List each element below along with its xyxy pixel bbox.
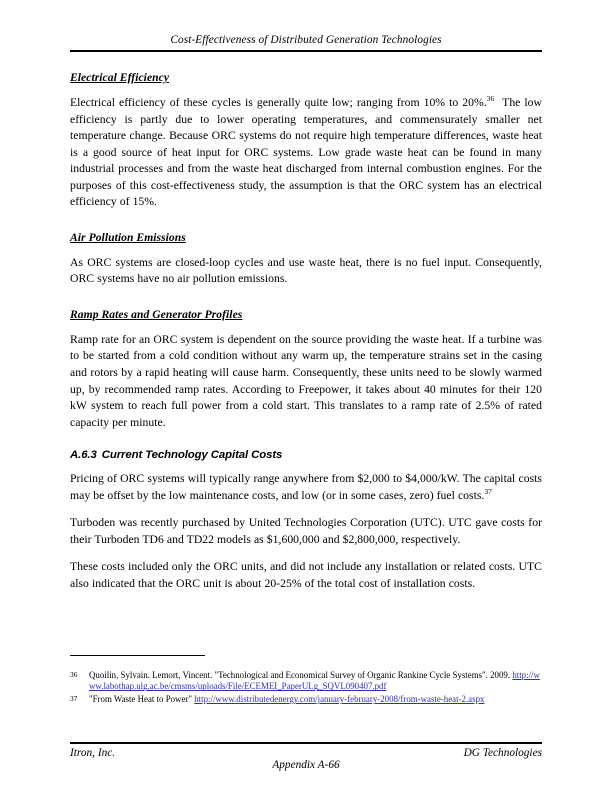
heading-text: Air Pollution Emissions xyxy=(70,230,186,244)
footnote-marker: 37 xyxy=(70,694,78,704)
paragraph-air-pollution: As ORC systems are closed-loop cycles and use waste heat, there is no fuel input. Consequently, ORC systems have no air pollution emissions. xyxy=(70,255,542,286)
header-title: Cost-Effectiveness of Distributed Generation Technologies xyxy=(170,34,442,46)
footnote-text: "From Waste Heat to Power" xyxy=(89,694,195,705)
paragraph-text: Pricing of ORC systems will typically range anywhere from $2,000 to $4,000/kW. The capital costs may be offset by the low maintenance costs, and low (or in some cases, zero) fuel costs. xyxy=(70,472,542,502)
footnote-link[interactable]: http://www.distributedenergy.com/january-february-2008/from-waste-heat-2.aspx xyxy=(194,694,485,705)
footer-center-text: Appendix A-66 xyxy=(272,759,340,771)
section-heading-electrical-efficiency xyxy=(70,68,542,86)
header-divider xyxy=(70,50,542,52)
paragraph-capital-costs-2: Turboden was recently purchased by United Technologies Corporation (UTC). UTC gave costs for their Turboden TD6 and TD22 models as $1,600,000 and $2,800,000, respectively. xyxy=(70,516,542,546)
footer-divider xyxy=(70,742,542,744)
page-header xyxy=(70,33,542,52)
heading-number: A.6.3 xyxy=(70,449,97,462)
footer-right-text: DG Technologies xyxy=(463,747,542,759)
page-footer xyxy=(70,742,542,771)
footnote-item xyxy=(70,694,542,705)
paragraph-text-part2: The low efficiency is partly due to lower operating temperatures, and commensurately smaller net temperature change. Because ORC systems do not require high temperature differences, waste heat is a good source of heat input for ORC systems. Low grade waste heat can be found in many industrial processes and from the waste heat discharged from internal combustion engines. For the purposes of this cost-effectiveness study, the assumption is that the ORC system has an electrical efficiency of 15%. xyxy=(70,96,542,209)
footnotes-area xyxy=(70,655,542,707)
section-heading-air-pollution-emissions xyxy=(70,228,542,246)
paragraph-capital-costs-3: These costs included only the ORC units, and did not include any installation or related costs. UTC also indicated that the ORC unit is about 20-25% of the total cost of installation costs. xyxy=(70,560,542,590)
footnote-separator xyxy=(70,655,205,656)
paragraph-electrical-efficiency xyxy=(70,95,542,211)
heading-text: Ramp Rates and Generator Profiles xyxy=(70,307,243,321)
footnote-reference-36[interactable]: 36 xyxy=(486,94,495,104)
section-heading-ramp-rates xyxy=(70,305,542,323)
heading-text: Electrical Efficiency xyxy=(70,71,170,84)
footnote-marker: 36 xyxy=(70,670,78,679)
footnote-reference-37[interactable]: 37 xyxy=(484,486,492,496)
footnote-item xyxy=(70,670,542,693)
footnote-text: Quoilin, Sylvain. Lemort, Vincent. "Technological and Economical Survey of Organic Rankine Cycle Systems". 2009. xyxy=(89,670,513,680)
document-body xyxy=(70,68,542,592)
paragraph-capital-costs-1 xyxy=(70,471,542,504)
paragraph-ramp-rates: Ramp rate for an ORC system is dependent on the source providing the waste heat. If a turbine was to be started from a cold condition without any warm up, the temperature strains set in the casing and rotors by a rapid heating will cause harm. Consequently, these units need to be slowly warmed up, by recommended ramp rates. According to Freepower, it takes about 40 minutes for their 120 kW system to reach full power from a cold start. This translates to a ramp rate of 2.5% of rated capacity per minute. xyxy=(70,332,542,429)
footnote-link[interactable]: http://www.labothap.ulg.ac.be/cmsms/uploads/File/ECEMEI_PaperULg_SQVL090407.pdf xyxy=(89,670,540,692)
footer-left-text: Itron, Inc. xyxy=(70,747,116,759)
heading-text: Current Technology Capital Costs xyxy=(101,449,283,462)
paragraph-text-part1: Electrical efficiency of these cycles is generally quite low; ranging from 10% to 20%. xyxy=(70,96,487,109)
section-heading-capital-costs xyxy=(70,449,542,461)
